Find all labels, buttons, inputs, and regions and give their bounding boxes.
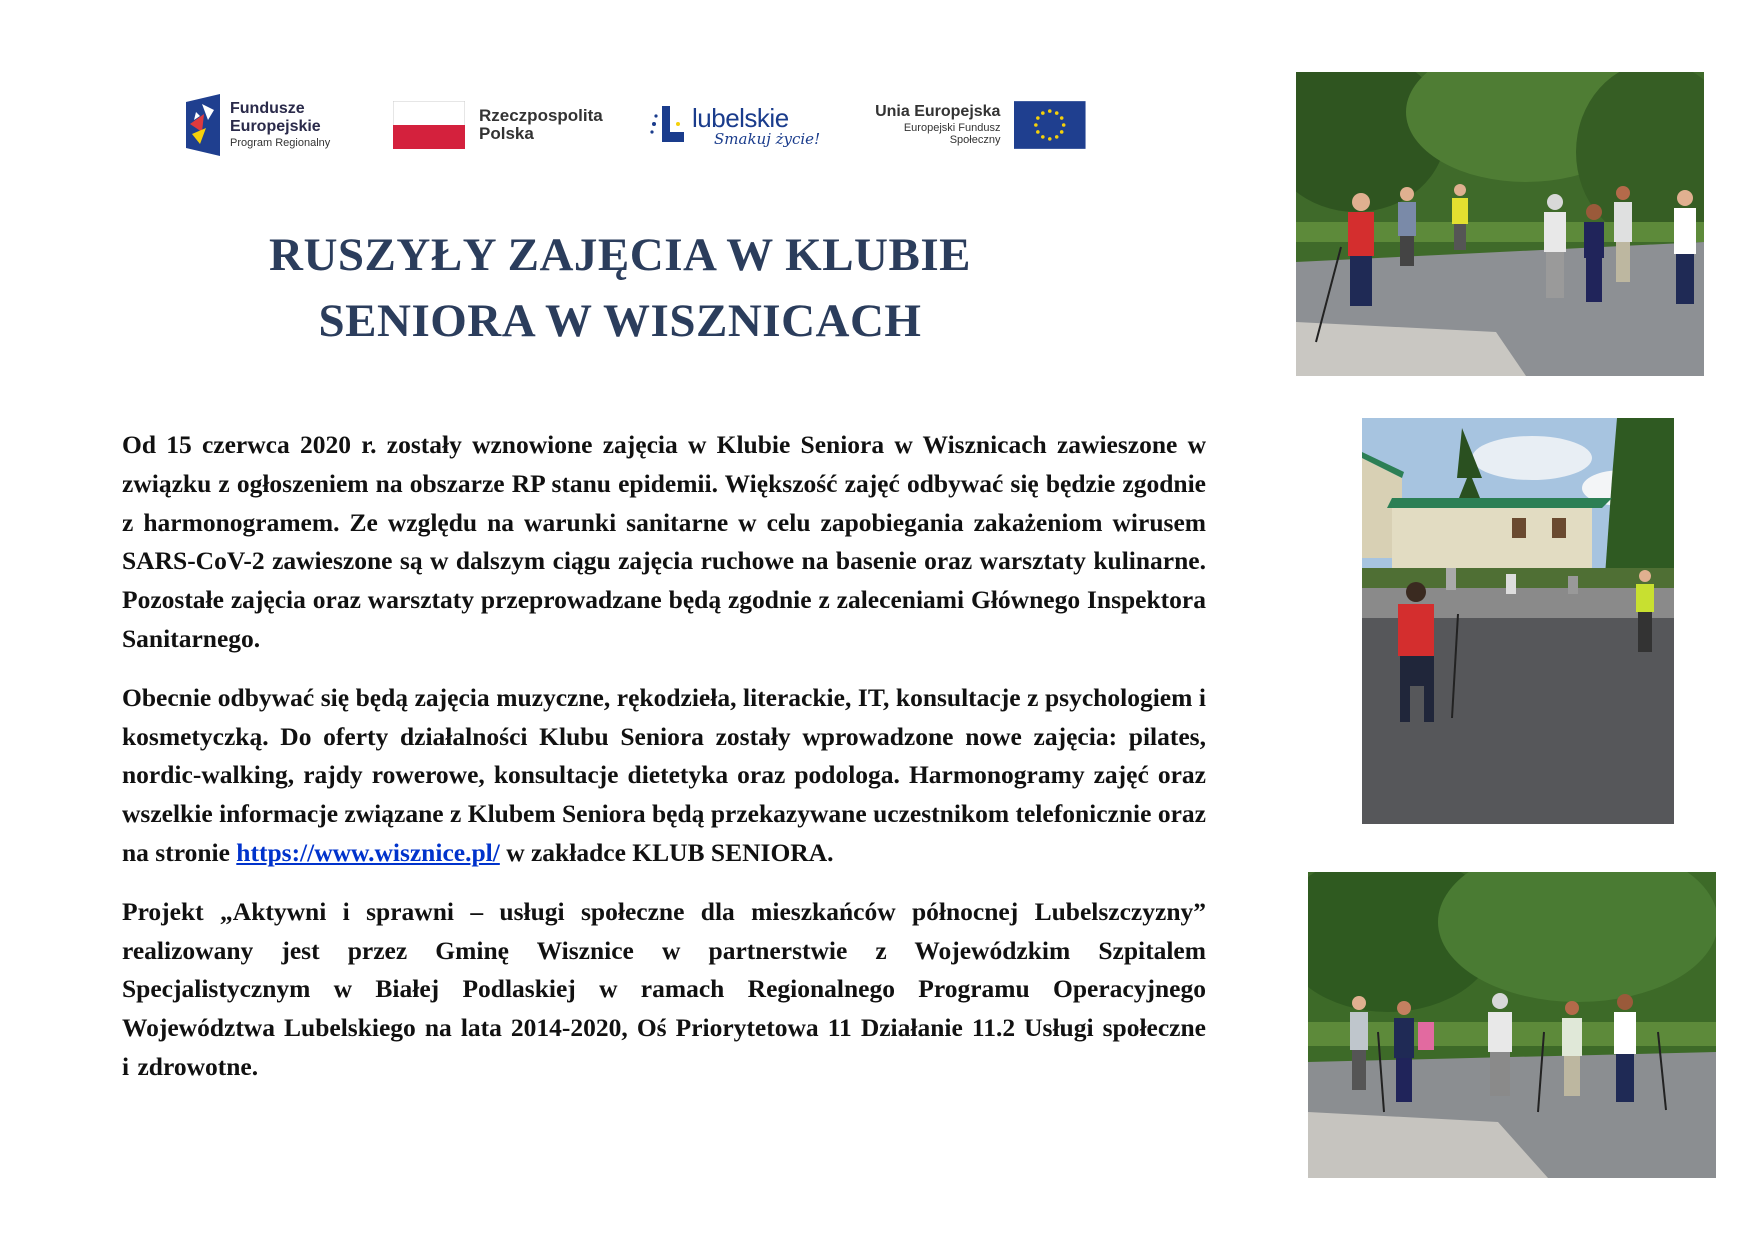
- ue-line1: Unia Europejska: [875, 103, 1001, 121]
- paragraph-3: Projekt „Aktywni i sprawni – usługi społeczne dla mieszkańców północnej Lubelszczyzny” realizowany jest przez Gminę Wisznice w partnerstwie z Wojewódzkim Szpitalem Specjalistycznym w Białej Podlaskiej w ramach Regionalnego Programu Operacyjnego Województwa Lubelskiego na lata 2014-2020, Oś Priorytetowa 11 Działanie 11.2 Usługi społeczne i zdrowotne.: [122, 896, 1206, 1081]
- fundusze-europejskie-logo: [186, 92, 330, 158]
- paragraph-1: Od 15 czerwca 2020 r. zostały wznowione zajęcia w Klubie Seniora w Wisznicach zawieszone w związku z ogłoszeniem na obszarze RP stanu epidemii. Większość zajęć odbywać się będzie zgodnie z harmonogramem. Ze względu na warunki sanitarne w celu zapobiegania zakażeniom wirusem SARS-CoV-2 zawieszone są w dalszym ciągu zajęcia ruchowe na basenie oraz warsztaty kulinarne. Pozostałe zajęcia oraz warsztaty przeprowadzane będą zgodnie z zaleceniami Głównego Inspektora Sanitarnego.: [122, 430, 1206, 653]
- lubelskie-icon: [648, 102, 688, 148]
- title-line1: RUSZYŁY ZAJĘCIA W KLUBIE: [269, 229, 971, 281]
- photo-club-building: [1362, 418, 1674, 824]
- paragraph-2-tail: w zakładce KLUB SENIORA.: [499, 837, 834, 867]
- polish-flag-icon: [393, 101, 465, 149]
- ue-line2: Europejski Fundusz Społeczny: [903, 121, 1001, 146]
- fundusze-line3: Program Regionalny: [230, 136, 331, 149]
- wisznice-website-link[interactable]: https://www.wisznice.pl/: [236, 837, 500, 867]
- photo-nordic-walking-1: [1296, 72, 1704, 376]
- fundusze-line1: Fundusze: [230, 100, 305, 118]
- eu-flag-icon: [1014, 101, 1086, 149]
- paragraph-2: [122, 679, 1206, 873]
- unia-europejska-logo: [851, 92, 1086, 158]
- lubelskie-logo: [648, 92, 820, 158]
- photo-nordic-walking-2: [1308, 872, 1716, 1178]
- rp-line2: Polska: [479, 124, 534, 143]
- logo-bar: [186, 92, 1086, 162]
- page-title: [120, 222, 1120, 354]
- lubelskie-name: lubelskie: [692, 102, 789, 133]
- paragraph-2-text: Obecnie odbywać się będą zajęcia muzyczne, rękodzieła, literackie, IT, konsultacje z psychologiem i kosmetyczką. Do oferty działalności Klubu Seniora zostały wprowadzone nowe zajęcia: pilates, nordic-walking, rajdy rowerowe, konsultacje dietetyka oraz podologa. Harmonogramy zajęć oraz wszelkie informacje związane z Klubem Seniora będą przekazywane uczestnikom telefonicznie oraz na stronie: [122, 682, 1206, 867]
- fundusze-europejskie-icon: [186, 94, 220, 156]
- title-line2: SENIORA W WISZNICACH: [318, 295, 922, 347]
- rzeczpospolita-polska-logo: [393, 92, 603, 158]
- lubelskie-slogan: Smakuj życie!: [714, 129, 821, 148]
- rp-line1: Rzeczpospolita: [479, 105, 603, 125]
- article-body: [122, 426, 1206, 1107]
- fundusze-line2: Europejskie: [230, 117, 321, 135]
